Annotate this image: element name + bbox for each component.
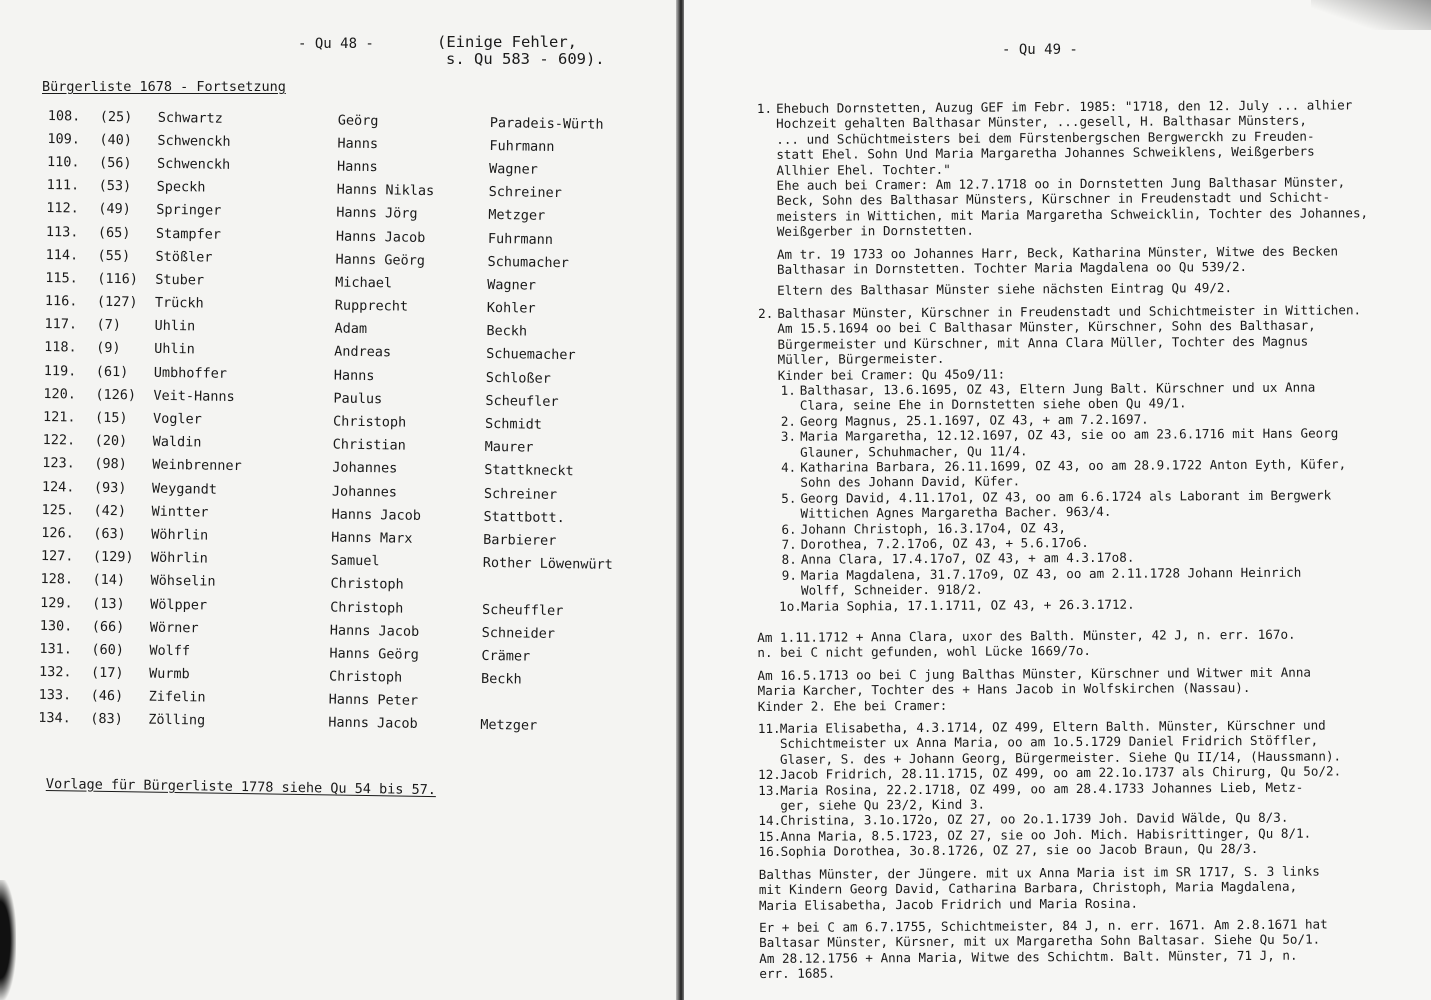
given-name: Johannes: [331, 483, 398, 501]
text-line: statt Ehel. Sohn Und Maria Margaretha Johannes Schweiklens, Weißgerbers: [776, 143, 1315, 163]
list-number: 134.: [38, 710, 71, 727]
surname: Vogler: [152, 410, 202, 428]
sr-paragraph: [759, 863, 1389, 913]
text-line: Sohn des Johann David, Küfer.: [800, 473, 1021, 491]
reference-number: (127): [96, 293, 138, 311]
child-number: 8.: [781, 552, 797, 568]
list-item: [778, 456, 1386, 491]
surname: Uhlin: [154, 317, 196, 335]
list-item: [759, 840, 1389, 859]
list-number: 128.: [40, 571, 74, 588]
text-line: Ehe auch bei Cramer: Am 12.7.1718 oo in Dornstetten Jung Balthasar Münster,: [776, 174, 1346, 193]
occupation: Schneider: [481, 624, 556, 642]
reference-number: (83): [90, 711, 123, 728]
text-line: Johann Christoph, 16.3.17o4, OZ 43,: [800, 519, 1067, 537]
list-number: 119.: [43, 362, 77, 380]
list-number: 109.: [47, 130, 81, 148]
list-item: [778, 379, 1386, 414]
text-line: meisters in Wittichen, mit Maria Margaretha Schweicklin, Tochter des Johannes,: [776, 205, 1369, 224]
entry-1-paragraph-3: Eltern des Balthasar Münster siehe nächsten Eintrag Qu 49/2.: [777, 280, 1233, 299]
reference-number: (116): [97, 270, 139, 288]
reference-number: (53): [98, 177, 132, 195]
text-line: Am tr. 19 1733 oo Johannes Harr, Beck, Katharina Münster, Witwe des Becken: [776, 243, 1339, 262]
child-number: 2.: [780, 413, 797, 429]
text-line: Maria Margaretha, 12.12.1697, OZ 43, sie oo am 23.6.1716 mit Hans Georg: [800, 425, 1339, 444]
list-number: 132.: [38, 664, 72, 681]
text-line: Maria Elisabetha, Jacob Fridrich und Maria Rosina.: [758, 895, 1139, 913]
text-line: Christina, 3.1o.172o, OZ 27, oo 2o.1.1739 Joh. David Wälde, Qu 8/3.: [780, 810, 1289, 829]
surname: Wöhrlin: [151, 526, 209, 544]
child-number: 1.: [780, 382, 796, 398]
child-text: [800, 379, 1316, 413]
reference-number: (17): [90, 664, 124, 682]
given-name: Hanns Jacob: [329, 622, 420, 640]
surname: Wölpper: [150, 596, 208, 614]
given-name: Hanns Geörg: [329, 645, 419, 663]
occupation: Paradeis-Würth: [489, 114, 604, 133]
text-line: ... und Schüchtmeisters bei dem Fürstenbergschen Bergwerckh zu Freuden-: [776, 128, 1315, 147]
reference-number: (126): [95, 386, 137, 404]
given-name: Hanns Peter: [328, 691, 419, 710]
occupation: Wagner: [488, 160, 538, 178]
reference-number: (7): [96, 317, 122, 334]
given-name: Adam: [334, 320, 368, 338]
child-text: [801, 520, 1066, 537]
surname: Schwenckh: [157, 132, 231, 150]
surname: Zölling: [148, 712, 206, 730]
text-line: Glauner, Schuhmacher, Qu 11/4.: [800, 442, 1028, 460]
given-name: Geörg: [337, 112, 379, 129]
surname: Veit-Hanns: [153, 387, 235, 405]
list-item: [779, 595, 1387, 614]
list-number: 120.: [43, 385, 77, 403]
text-line: Maria Karcher, Tochter des + Hans Jacob in Wolfskirchen (Nassau).: [757, 680, 1251, 699]
list-number: 126.: [41, 524, 74, 542]
child-number: 3.: [780, 428, 797, 444]
given-name: Christian: [332, 436, 406, 454]
list-number: 124.: [41, 478, 75, 496]
reference-number: (15): [94, 409, 128, 427]
child-number: 5.: [781, 490, 797, 506]
given-name: Hanns Jacob: [335, 228, 426, 246]
surname: Stößler: [155, 248, 213, 266]
reference-number: (61): [95, 363, 129, 380]
occupation: Stattbott.: [483, 508, 565, 526]
text-line: Weißgerber in Dornstetten.: [776, 222, 974, 240]
text-line: Müller, Bürgermeister.: [777, 350, 945, 367]
genealogy-notes: [754, 97, 1389, 988]
occupation: Schloßer: [485, 369, 551, 387]
given-name: Hanns Niklas: [336, 181, 435, 200]
given-name: Hanns Jacob: [328, 714, 418, 733]
children-first-marriage: [756, 379, 1387, 614]
surname: Stampfer: [155, 225, 222, 243]
text-line: Balthasar in Dornstetten. Tochter Maria Magdalena oo Qu 539/2.: [776, 259, 1248, 277]
reference-number: (20): [94, 432, 128, 450]
reference-number: (42): [93, 502, 127, 520]
page-shadow: [0, 880, 16, 1000]
text-line: Schichtmeister ux Anna Maria, oo am 1o.5.1729 Daniel Fridrich Stöffler,: [779, 733, 1319, 752]
entry-1: [754, 97, 1385, 299]
list-number: 115.: [45, 269, 78, 287]
text-line: Kinder 2. Ehe bei Cramer:: [757, 697, 948, 714]
citizen-list-table: [38, 104, 640, 739]
entry-2: [755, 302, 1387, 614]
text-line: err. 1685.: [759, 965, 836, 982]
text-line: Balthas Münster, der Jüngere. mit ux Anna Maria ist im SR 1717, S. 3 links: [758, 863, 1320, 882]
entry-number: 2.: [758, 305, 774, 321]
text-line: Beck, Sohn des Balthasar Münsters, Kürschner in Freudenstadt und Schicht-: [776, 189, 1331, 209]
child-number: 1o.: [779, 598, 802, 614]
text-line: Clara, seine Ehe in Dornstetten siehe oben Qu 49/1.: [799, 395, 1187, 414]
occupation: Crämer: [481, 647, 531, 665]
list-number: 122.: [42, 432, 76, 449]
occupation: Schuemacher: [485, 346, 576, 364]
text-line: Am 16.5.1713 oo bei C jung Balthas Münster, Kürschner und Witwer mit Anna: [757, 664, 1312, 683]
list-number: 133.: [38, 687, 72, 704]
given-name: Michael: [335, 274, 393, 292]
footer-reference: Vorlage für Bürgerliste 1778 siehe Qu 54 bis 57.: [45, 776, 437, 799]
text-line: n. bei C nicht gefunden, wohl Lücke 1669/7o.: [757, 643, 1092, 661]
text-line: Ehebuch Dornstetten, Auzug GEF im Febr. 1985: "1718, den 12. July ... alhier: [775, 97, 1353, 116]
list-number: 111.: [46, 177, 80, 194]
child-text: [780, 779, 1303, 813]
list-number: 112.: [46, 200, 79, 217]
surname: Springer: [156, 202, 222, 220]
list-number: 118.: [44, 339, 77, 356]
text-line: Bürgermeister und Kürschner, mit Anna Clara Müller, Tochter des Magnus: [777, 333, 1309, 352]
surname: Wörner: [149, 619, 199, 637]
given-name: Hanns: [337, 135, 379, 152]
surname: Schwenckh: [156, 155, 231, 173]
surname: Wurmb: [148, 665, 190, 683]
surname: Zifelin: [148, 688, 206, 706]
text-line: Kinder bei Cramer: Qu 45o9/11:: [777, 365, 1006, 383]
given-name: Paulus: [333, 390, 383, 408]
child-text: [801, 535, 1089, 552]
occupation: Metzger: [480, 717, 538, 735]
text-line: ger, siehe Qu 23/2, Kind 3.: [780, 796, 986, 813]
final-paragraph: [759, 916, 1389, 981]
occupation: Maurer: [484, 439, 534, 456]
child-text: [801, 564, 1302, 598]
citizen-list-body: [38, 104, 640, 739]
occupation: [482, 575, 632, 601]
child-number: 11.: [757, 720, 781, 737]
occupation: [480, 691, 630, 717]
occupation: Schreiner: [483, 485, 558, 503]
reference-number: (46): [90, 688, 124, 705]
left-page: [0, 0, 678, 1000]
surname: Waldin: [152, 433, 202, 451]
reference-number: (13): [92, 595, 125, 612]
text-line: Wittichen Agnes Margaretha Bacher. 963/4.: [800, 503, 1112, 521]
child-text: [800, 426, 1339, 460]
child-number: 13.: [758, 782, 782, 798]
text-line: Am 15.5.1694 oo bei C Balthasar Münster, Kürschner, Sohn des Balthasar,: [777, 317, 1316, 337]
occupation: Schreiner: [488, 184, 562, 202]
child-text: [800, 487, 1331, 521]
entry-1-text: [776, 97, 1368, 239]
child-number: 15.: [758, 828, 782, 844]
surname: Wöhrlin: [150, 549, 208, 567]
text-line: Balthasar Münster, Kürschner in Freudenstadt und Schichtmeister in Wittichen.: [777, 302, 1362, 321]
text-line: Am 28.12.1756 + Anna Maria, Witwe des Schichtm. Balt. Münster, 71 J, n.: [759, 947, 1298, 966]
list-number: 123.: [42, 455, 75, 472]
occupation: Barbierer: [483, 531, 557, 550]
section-title: Bürgerliste 1678 - Fortsetzung: [42, 79, 286, 95]
text-line: Maria Sophia, 17.1.1711, OZ 43, + 26.3.1712.: [801, 596, 1135, 614]
child-number: 14.: [758, 813, 782, 829]
reference-number: (129): [92, 548, 134, 566]
text-line: Wolff, Schneider. 918/2.: [800, 581, 984, 598]
child-text: [781, 841, 1259, 859]
text-line: mit Kindern Georg David, Catharina Barbara, Christoph, Maria Magdalena,: [758, 878, 1298, 898]
given-name: Hanns: [336, 158, 378, 176]
child-text: [800, 456, 1346, 490]
child-text: [780, 717, 1341, 767]
text-line: Anna Clara, 17.4.17o7, OZ 43, + am 4.3.17o8.: [800, 550, 1135, 568]
list-number: 131.: [39, 640, 73, 658]
given-name: Hanns Geörg: [335, 251, 426, 269]
given-name: Christoph: [328, 668, 403, 686]
given-name: Christoph: [330, 599, 404, 617]
reference-number: (93): [93, 479, 127, 496]
entry-1-paragraph-2: [755, 243, 1385, 278]
child-number: 9.: [781, 567, 797, 583]
text-line: Maria Rosina, 22.2.1718, OZ 499, oo am 28.4.1733 Johannes Lieb, Metz-: [780, 779, 1304, 798]
given-name: Andreas: [334, 343, 392, 361]
child-number: 7.: [781, 536, 797, 552]
occupation: Beckh: [480, 670, 522, 688]
list-number: 121.: [42, 408, 76, 426]
occupation: Beckh: [486, 323, 528, 340]
reference-number: (56): [98, 154, 132, 172]
reference-number: (14): [92, 572, 126, 589]
reference-number: (65): [97, 224, 131, 241]
list-number: 114.: [45, 246, 79, 264]
list-item: [779, 564, 1387, 599]
text-line: Allhier Ehel. Tochter.": [776, 161, 951, 178]
page-corner-shadow: [1311, 0, 1431, 30]
text-line: Balthasar, 13.6.1695, OZ 43, Eltern Jung Balt. Kürschner und ux Anna: [799, 379, 1316, 398]
text-line: Er + bei C am 6.7.1755, Schichtmeister, 84 J, n. err. 1671. Am 2.8.1671 hat: [759, 916, 1328, 935]
given-name: Hanns Marx: [331, 529, 413, 547]
text-line: Georg Magnus, 25.1.1697, OZ 43, + am 7.2.1697.: [799, 411, 1149, 429]
given-name: Samuel: [330, 552, 380, 570]
reference-number: (40): [99, 131, 133, 149]
text-line: Dorothea, 7.2.17o6, OZ 43, + 5.6.17o6.: [800, 534, 1089, 552]
given-name: Rupprecht: [334, 297, 409, 315]
reference-number: (66): [91, 618, 125, 635]
surname: Wintter: [151, 503, 209, 521]
given-name: Hanns: [333, 367, 375, 384]
surname: Speckh: [156, 178, 206, 196]
children-second-marriage: [758, 717, 1389, 860]
reference-number: (25): [99, 108, 133, 125]
occupation: Scheufler: [485, 392, 559, 410]
text-line: Maria Magdalena, 31.7.17o9, OZ 43, oo am 2.11.1728 Johann Heinrich: [800, 564, 1302, 583]
reference-number: (60): [91, 641, 125, 659]
errata-note-line1: (Einige Fehler,: [437, 33, 577, 51]
text-line: Jacob Fridrich, 28.11.1715, OZ 499, oo am 22.1o.1737 als Chirurg, Qu 5o/2.: [780, 763, 1342, 783]
occupation: Fuhrmann: [489, 137, 555, 155]
surname: Wolff: [149, 642, 191, 660]
given-name: Christoph: [330, 575, 404, 593]
surname: Umbhoffer: [153, 364, 228, 382]
list-number: 117.: [44, 316, 78, 333]
surname: Trückh: [154, 294, 204, 312]
reference-number: (55): [97, 247, 131, 265]
text-line: Katharina Barbara, 26.11.1699, OZ 43, oo am 28.9.1722 Anton Eyth, Küfer,: [800, 456, 1347, 475]
child-text: [801, 596, 1135, 613]
reference-number: (63): [93, 525, 126, 543]
surname: Weinbrenner: [152, 457, 242, 475]
list-number: 116.: [44, 293, 78, 310]
surname: Weygandt: [151, 480, 218, 498]
list-number: 113.: [45, 223, 79, 241]
given-name: Hanns Jacob: [331, 506, 422, 524]
text-line: Baltasar Münster, Kürsner, mit ux Margaretha Sohn Baltasar. Siehe Qu 5o/1.: [759, 931, 1321, 951]
list-number: 129.: [40, 594, 73, 611]
text-line: Am 1.11.1712 + Anna Clara, uxor des Balth. Münster, 42 J, n. err. 167o.: [757, 626, 1296, 645]
reference-number: (98): [94, 456, 127, 473]
occupation: Kohler: [486, 300, 536, 317]
surname: Stuber: [155, 271, 205, 289]
occupation: Fuhrmann: [487, 230, 554, 248]
occupation: Schumacher: [487, 253, 569, 271]
given-name: Christoph: [332, 413, 407, 431]
given-name: Johannes: [332, 459, 398, 477]
given-name: Hanns Jörg: [336, 204, 418, 223]
text-line: Maria Elisabetha, 4.3.1714, OZ 499, Eltern Balth. Münster, Kürschner und: [779, 717, 1326, 736]
occupation: Scheuffler: [481, 601, 564, 619]
surname: Uhlin: [154, 341, 195, 358]
text-line: Anna Maria, 8.5.1723, OZ 27, sie oo Joh. Mich. Habisrittinger, Qu 8/1.: [780, 825, 1312, 844]
list-number: 130.: [39, 617, 73, 635]
text-line: Georg David, 4.11.17o1, OZ 43, oo am 6.6.1724 als Laborant im Bergwerk: [800, 487, 1332, 506]
child-number: 6.: [781, 521, 797, 537]
list-item: [778, 487, 1386, 522]
right-page-number: - Qu 49 -: [1002, 42, 1078, 58]
surname: Schwartz: [157, 109, 223, 127]
list-item: [758, 717, 1388, 767]
list-item: [778, 425, 1386, 460]
text-line: Hochzeit gehalten Balthasar Münster, ...gesell, H. Balthasar Münsters,: [776, 113, 1307, 132]
child-number: 4.: [781, 459, 797, 475]
surname: Wöhselin: [150, 573, 216, 591]
list-number: 108.: [47, 107, 81, 125]
list-item: [758, 779, 1388, 814]
list-number: 110.: [46, 153, 80, 171]
child-number: 16.: [758, 844, 782, 860]
text-line: Glaser, S. des + Johann Georg, Bürgermeister. Siehe Qu II/14, (Haussmann).: [779, 748, 1342, 767]
occupation: Schmidt: [484, 415, 543, 433]
second-marriage-paragraph: [757, 664, 1387, 714]
entry-number: 1.: [756, 100, 773, 116]
occupation: Rother Löwenwürt: [482, 555, 613, 574]
list-number: 125.: [41, 501, 75, 519]
occupation: Metzger: [488, 207, 546, 225]
reference-number: (49): [98, 201, 131, 218]
errata-note-line2: s. Qu 583 - 609).: [446, 50, 605, 68]
occupation: Stattkneckt: [484, 462, 574, 480]
list-number: 127.: [40, 548, 74, 565]
death-paragraph: [757, 626, 1387, 661]
occupation: Wagner: [487, 276, 537, 294]
child-number: 12.: [758, 767, 781, 783]
text-line: Sophia Dorothea, 3o.8.1726, OZ 27, sie oo Jacob Braun, Qu 28/3.: [780, 841, 1259, 860]
reference-number: (9): [96, 340, 121, 357]
left-page-number: - Qu 48 -: [298, 36, 374, 52]
entry-2-text: [777, 302, 1361, 383]
right-page: [684, 0, 1431, 1000]
